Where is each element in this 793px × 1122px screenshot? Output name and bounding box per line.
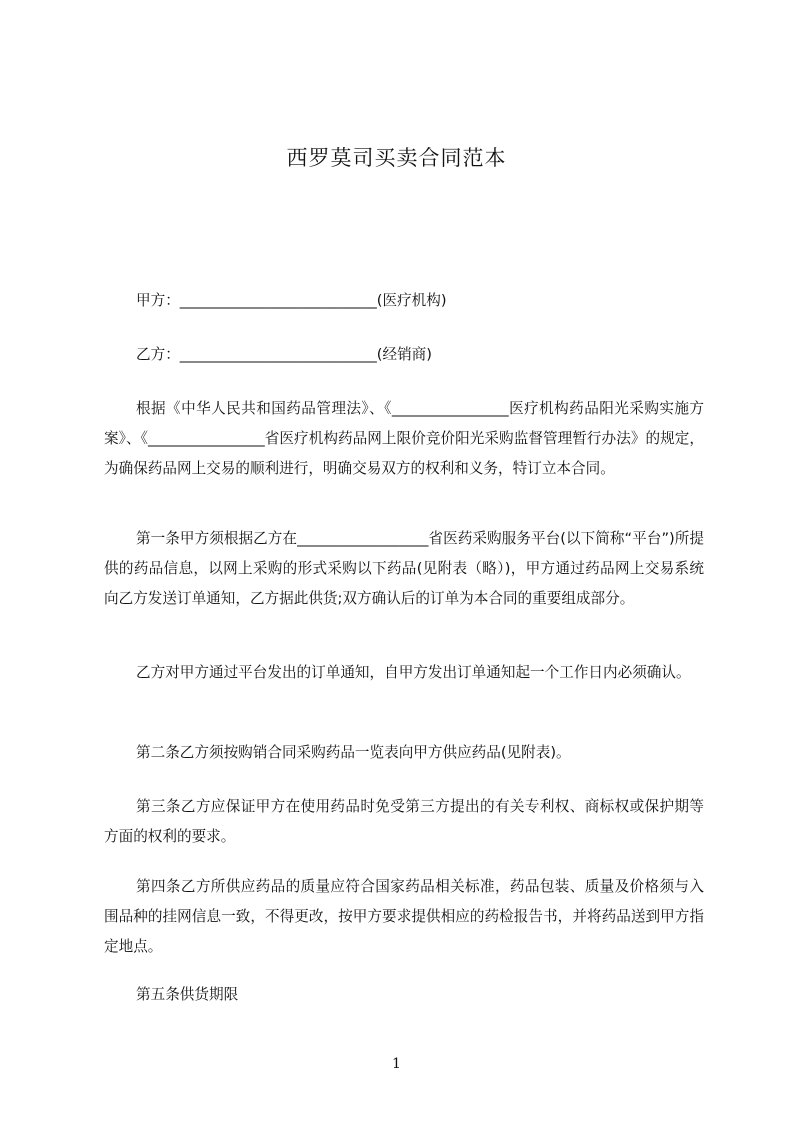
page-title: 西罗莫司买卖合同范本 <box>286 146 507 170</box>
order-confirmation-paragraph: 乙方对甲方通过平台发出的订单通知，自甲方发出订单通知起一个工作日内必须确认。 <box>136 664 691 681</box>
article-3-paragraph: 第三条乙方应保证甲方在使用药品时免受第三方提出的有关专利权、商标权或保护期等方面的权利的要求。 <box>104 798 704 845</box>
preamble-paragraph: 根据《中华人民共和国药品管理法》、《________________医疗机构药品阳光采购实施方案》、《________________省医疗机构药品网上限价竞价阳光采购监督管理暂行办法》的规定，为确保药品网上交易的顺利进行，明确交易双方的权利和义务，特订立本合同。 <box>104 400 704 477</box>
party-b-line: 乙方：___________________________(经销商) <box>136 346 432 363</box>
article-5-heading: 第五条供货期限 <box>136 986 239 1003</box>
article-4-paragraph: 第四条乙方所供应药品的质量应符合国家药品相关标准，药品包装、质量及价格须与入围品种的挂网信息一致，不得更改，按甲方要求提供相应的药检报告书，并将药品送到甲方指定地点。 <box>104 878 704 955</box>
party-a-line: 甲方：___________________________(医疗机构) <box>136 292 447 309</box>
article-2-paragraph: 第二条乙方须按购销合同采购药品一览表向甲方供应药品(见附表)。 <box>136 744 571 761</box>
page-number: 1 <box>392 1056 401 1072</box>
article-1-paragraph: 第一条甲方须根据乙方在__________________省医药采购服务平台(以下简称“平台”)所提供的药品信息，以网上采购的形式采购以下药品(见附表（略）)，甲方通过药品网上交易系统向乙方发送订单通知，乙方据此供货;双方确认后的订单为本合同的重要组成部分。 <box>104 530 704 607</box>
